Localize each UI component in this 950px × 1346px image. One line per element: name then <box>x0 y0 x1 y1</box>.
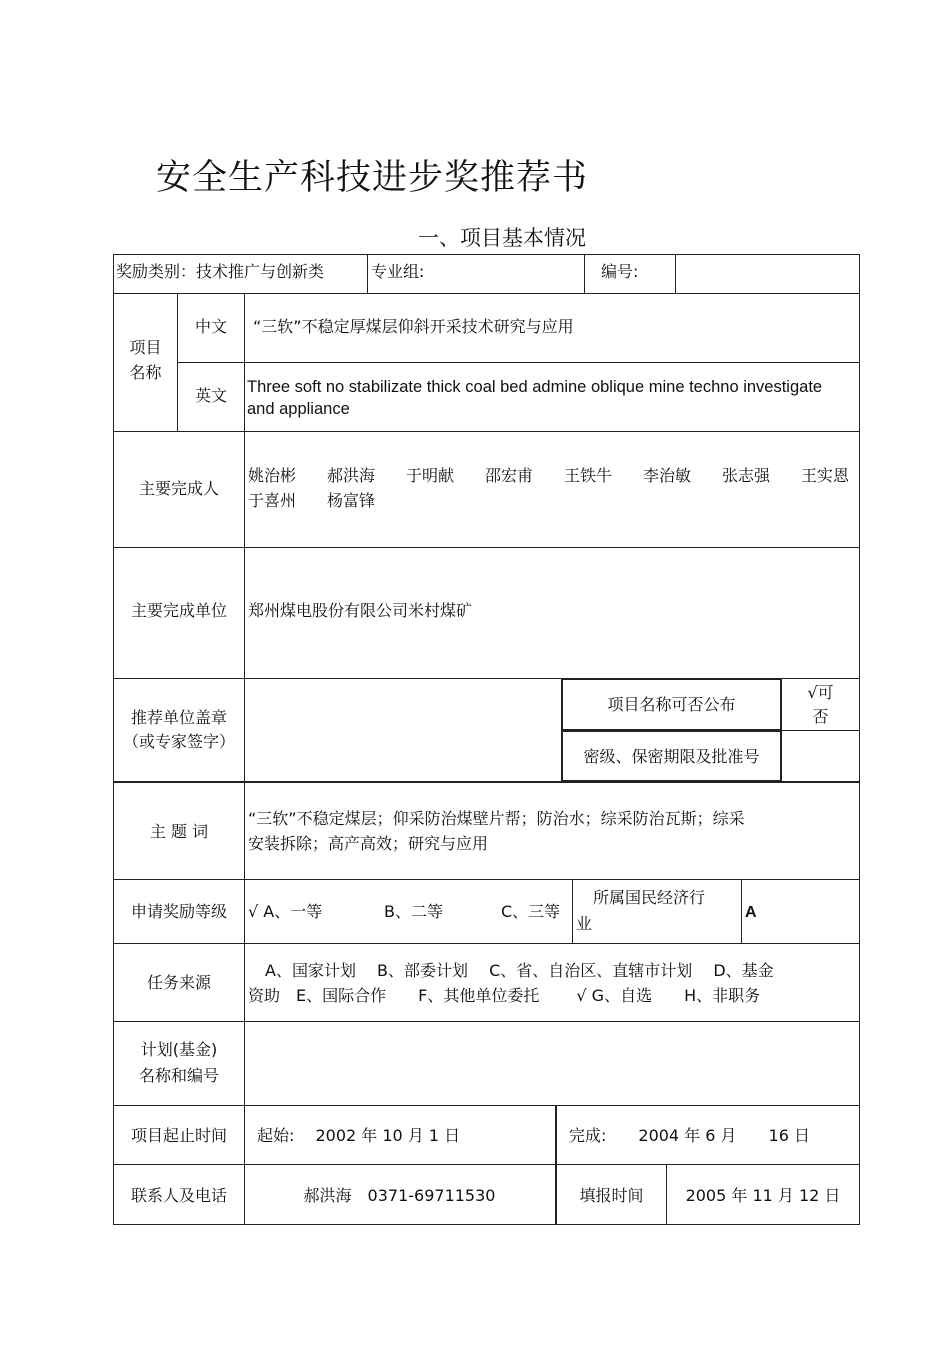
contact-value-cell[interactable] <box>244 1164 557 1225</box>
keywords-label: 主 题 词 <box>149 822 209 841</box>
fill-time-label-cell <box>556 1164 667 1225</box>
completer-name: 张志强 <box>722 466 771 485</box>
completers-value-cell[interactable] <box>244 431 860 548</box>
recommender-label-1: 推荐单位盖章 <box>130 708 227 727</box>
recommender-label-cell <box>113 678 245 782</box>
publish-no: 否 <box>812 707 829 726</box>
en-value-line1: Three soft no stabilizate thick coal bed admine oblique mine techno investigate <box>247 378 823 396</box>
source-label-cell <box>113 943 245 1022</box>
completers-label-cell <box>113 431 245 548</box>
plan-label-1: 计划(基金) <box>140 1040 218 1059</box>
award-option-c[interactable]: C、三等 <box>501 902 561 921</box>
industry-label-2: 业 <box>576 914 593 933</box>
publish-label: 项目名称可否公布 <box>607 695 736 714</box>
source-line2: 资助 E、国际合作 F、其他单位委托 √ G、自选 H、非职务 <box>248 986 761 1005</box>
award-level-options-cell[interactable] <box>244 879 573 944</box>
award-level-label-cell <box>113 879 245 944</box>
period-label-cell <box>113 1105 245 1165</box>
fill-time-label: 填报时间 <box>579 1186 644 1205</box>
industry-value: A <box>745 904 757 921</box>
keywords-label-cell <box>113 781 245 880</box>
secret-label: 密级、保密期限及批准号 <box>583 747 760 766</box>
source-options-cell[interactable] <box>244 943 860 1022</box>
completer-name: 姚治彬 <box>248 466 297 485</box>
completer-name: 郝洪海 <box>327 466 376 485</box>
zh-value: “三软”不稳定厚煤层仰斜开采技术研究与应用 <box>253 317 574 336</box>
industry-label-1: 所属国民经济行 <box>593 888 706 907</box>
project-name-label-1: 项目 <box>129 338 162 357</box>
fill-time-value: 2005 年 11 月 12 日 <box>685 1186 841 1205</box>
completer-name: 王铁牛 <box>564 466 613 485</box>
zh-value-cell[interactable] <box>244 293 860 363</box>
award-category-text: 奖励类别：技术推广与创新类 <box>116 262 325 281</box>
en-label: 英文 <box>194 386 227 405</box>
secret-value-cell[interactable] <box>781 730 860 782</box>
period-end: 完成: 2004 年 6 月 16 日 <box>569 1126 810 1145</box>
source-line1: A、国家计划 B、部委计划 C、省、自治区、直辖市计划 D、基金 <box>265 961 774 980</box>
completers-label: 主要完成人 <box>138 479 219 498</box>
keywords-value-cell[interactable] <box>244 781 860 880</box>
period-end-cell[interactable] <box>556 1105 860 1165</box>
zh-label: 中文 <box>194 317 227 336</box>
en-value-cell[interactable] <box>244 362 860 432</box>
contact-label-cell <box>113 1164 245 1225</box>
number-label-cell <box>584 254 676 294</box>
plan-label-2: 名称和编号 <box>138 1066 219 1085</box>
completer-name: 于喜州 <box>248 491 297 510</box>
en-value-line2: and appliance <box>247 400 350 418</box>
period-start: 起始: 2002 年 10 月 1 日 <box>257 1126 461 1145</box>
keywords-line2: 安装拆除；高产高效；研究与应用 <box>248 834 489 853</box>
number-label: 编号: <box>601 262 639 281</box>
contact-value: 郝洪海 0371-69711530 <box>303 1186 496 1205</box>
unit-value-cell[interactable] <box>244 547 860 679</box>
unit-value: 郑州煤电股份有限公司米村煤矿 <box>248 601 473 620</box>
award-category-cell <box>113 254 368 294</box>
source-label: 任务来源 <box>146 973 211 992</box>
completer-name: 于明献 <box>406 466 455 485</box>
fill-time-value-cell[interactable] <box>666 1164 860 1225</box>
publish-label-cell <box>561 678 782 731</box>
section-heading: 一、项目基本情况 <box>418 226 586 250</box>
document-title: 安全生产科技进步奖推荐书 <box>156 158 589 198</box>
industry-value-cell[interactable] <box>741 879 860 944</box>
contact-label: 联系人及电话 <box>130 1186 227 1205</box>
specialty-label: 专业组: <box>371 262 425 281</box>
award-option-a[interactable]: √ A、一等 <box>248 902 323 921</box>
project-name-label-2: 名称 <box>129 363 162 382</box>
en-label-cell <box>177 362 245 432</box>
completer-name: 王实恩 <box>801 466 850 485</box>
recommender-label-2: （或专家签字） <box>122 732 235 751</box>
publish-yes: √可 <box>807 683 834 702</box>
specialty-cell <box>367 254 585 294</box>
industry-label-cell <box>572 879 742 944</box>
completer-name: 李治敏 <box>643 466 692 485</box>
unit-label: 主要完成单位 <box>130 601 227 620</box>
publish-value-cell[interactable] <box>781 678 860 731</box>
completer-name: 杨富锋 <box>327 491 376 510</box>
zh-label-cell <box>177 293 245 363</box>
plan-value-cell[interactable] <box>244 1021 860 1106</box>
keywords-line1: “三软”不稳定煤层；仰采防治煤壁片帮；防治水；综采防治瓦斯；综采 <box>248 809 745 828</box>
award-level-label: 申请奖励等级 <box>130 902 227 921</box>
unit-label-cell <box>113 547 245 679</box>
number-value-cell[interactable] <box>675 254 860 294</box>
completer-name: 邵宏甫 <box>485 466 534 485</box>
period-start-cell[interactable] <box>244 1105 557 1165</box>
period-label: 项目起止时间 <box>130 1126 227 1145</box>
award-option-b[interactable]: B、二等 <box>384 902 443 921</box>
recommender-stamp-cell[interactable] <box>244 678 562 782</box>
plan-label-cell <box>113 1021 245 1106</box>
secret-label-cell <box>561 730 782 782</box>
project-name-label-cell <box>113 293 178 432</box>
